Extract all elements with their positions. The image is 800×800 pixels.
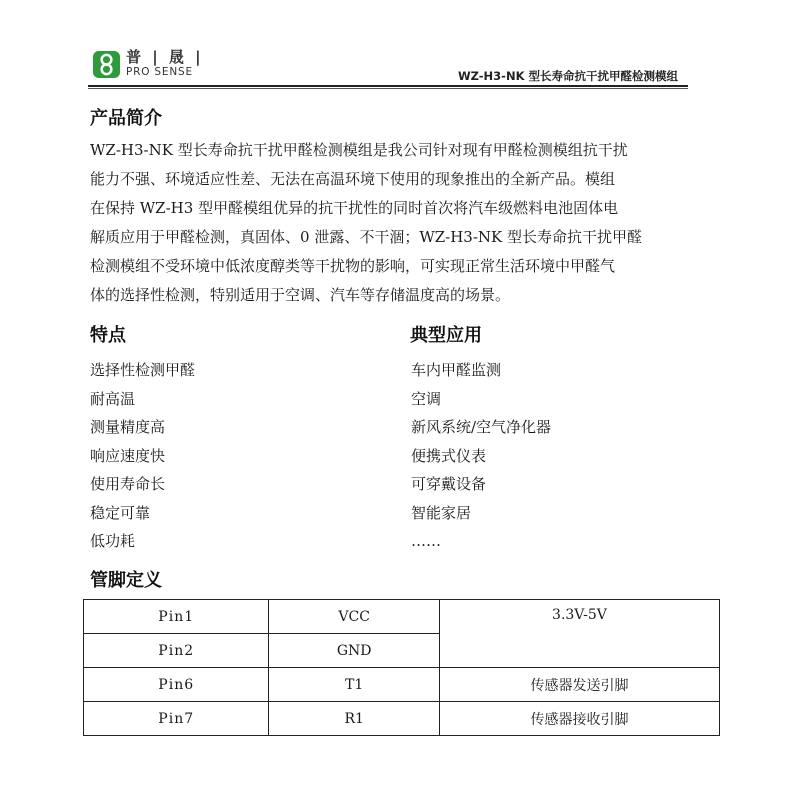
feature-item: 耐高温 <box>90 389 136 408</box>
table-row <box>84 702 720 736</box>
intro-line: 解质应用于甲醛检测，真固体、0 泄露、不干涸；WZ-H3-NK 型长寿命抗干扰甲醛 <box>90 228 643 246</box>
intro-line: WZ-H3-NK 型长寿命抗干扰甲醛检测模组是我公司针对现有甲醛检测模组抗干扰 <box>90 141 628 159</box>
intro-line: 在保持 WZ-H3 型甲醛模组优异的抗干扰性的同时首次将汽车级燃料电池固体电 <box>90 199 619 217</box>
pin-description-cell: 3.3V-5V <box>439 600 719 668</box>
intro-line: 体的选择性检测，特别适用于空调、汽车等存储温度高的场景。 <box>90 286 511 304</box>
intro-line: 能力不强、环境适应性差、无法在高温环境下使用的现象推出的全新产品。模组 <box>90 170 616 188</box>
application-item: 空调 <box>411 389 442 408</box>
pins-heading: 管脚定义 <box>90 570 162 591</box>
prosense-logo-icon <box>93 51 120 78</box>
pin-name-cell: R1 <box>269 702 439 736</box>
feature-item: 响应速度快 <box>90 446 166 465</box>
application-item: 便携式仪表 <box>411 446 487 465</box>
pin-number-cell: Pin1 <box>84 600 269 634</box>
feature-item: 低功耗 <box>90 532 136 550</box>
application-item: …… <box>411 532 441 550</box>
applications-list <box>411 356 551 556</box>
pin-description-cell: 传感器接收引脚 <box>439 702 719 736</box>
brand-name-cn: 普 | 晟 | <box>126 48 204 66</box>
feature-item: 选择性检测甲醛 <box>90 361 196 379</box>
features-list <box>90 356 195 556</box>
application-item: 智能家居 <box>411 503 472 522</box>
pin-definition-table <box>83 599 720 736</box>
pin-name-cell: VCC <box>269 600 439 634</box>
pin-name-cell: GND <box>269 634 439 668</box>
application-item: 新风系统/空气净化器 <box>411 418 552 436</box>
features-heading: 特点 <box>90 325 126 346</box>
pin-number-cell: Pin7 <box>84 702 269 736</box>
intro-paragraph <box>90 136 700 310</box>
feature-item: 稳定可靠 <box>90 503 151 522</box>
pin-number-cell: Pin6 <box>84 668 269 702</box>
page-header <box>0 0 800 90</box>
intro-heading: 产品简介 <box>90 108 162 129</box>
pin-number-cell: Pin2 <box>84 634 269 668</box>
feature-item: 测量精度高 <box>90 418 166 436</box>
pin-name-cell: T1 <box>269 668 439 702</box>
table-row <box>84 668 720 702</box>
application-item: 车内甲醛监测 <box>411 361 502 379</box>
header-divider <box>88 85 688 87</box>
header-divider-thin <box>88 88 688 89</box>
intro-line: 检测模组不受环境中低浓度醇类等干扰物的影响，可实现正常生活环境中甲醛气 <box>90 257 616 275</box>
brand-name-en: PRO SENSE <box>126 66 193 78</box>
applications-heading: 典型应用 <box>410 325 482 346</box>
application-item: 可穿戴设备 <box>411 475 487 493</box>
document-title: WZ-H3-NK 型长寿命抗干扰甲醛检测模组 <box>457 69 678 83</box>
feature-item: 使用寿命长 <box>90 475 166 493</box>
pin-description-cell: 传感器发送引脚 <box>439 668 719 702</box>
table-row <box>84 600 720 634</box>
